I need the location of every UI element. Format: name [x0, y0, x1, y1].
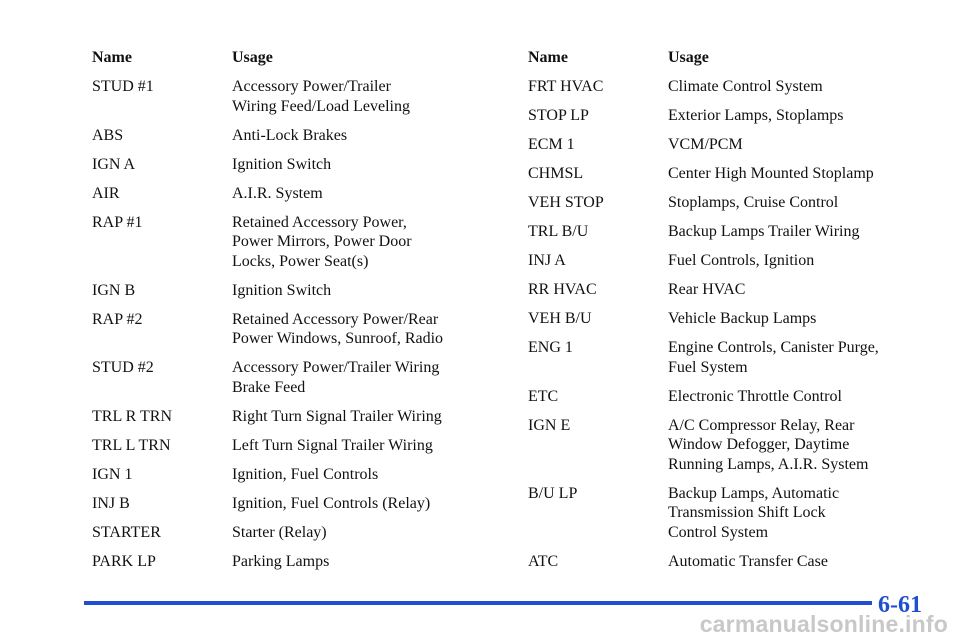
fuse-usage: Starter (Relay) — [232, 523, 327, 541]
fuse-usage: Left Turn Signal Trailer Wiring — [232, 436, 433, 454]
right-fuse-table — [528, 48, 928, 581]
footer-rule — [84, 601, 872, 605]
table-row — [92, 523, 482, 543]
table-row — [92, 77, 482, 116]
table-row — [528, 309, 928, 329]
fuse-usage: Engine Controls, Canister Purge, Fuel System — [668, 339, 879, 376]
table-row — [528, 164, 928, 184]
table-row — [92, 436, 482, 456]
fuse-name: CHMSL — [528, 165, 584, 182]
fuse-usage: Accessory Power/Trailer Wiring Feed/Load Leveling — [232, 78, 410, 115]
table-row — [528, 222, 928, 242]
table-row — [528, 77, 928, 97]
fuse-usage: Right Turn Signal Trailer Wiring — [232, 407, 442, 425]
fuse-usage: Anti-Lock Brakes — [232, 126, 348, 144]
fuse-usage: Exterior Lamps, Stoplamps — [668, 107, 844, 124]
watermark: carmanualsonline.info — [699, 611, 948, 637]
table-row — [528, 484, 928, 543]
fuse-usage: Backup Lamps, Automatic Transmission Shift Lock Control System — [668, 484, 840, 541]
table-row — [92, 465, 482, 485]
table-row — [92, 184, 482, 204]
fuse-usage: Center High Mounted Stoplamp — [668, 165, 874, 182]
fuse-name: ETC — [528, 387, 559, 405]
fuse-usage: Stoplamps, Cruise Control — [668, 194, 839, 211]
fuse-name: B/U LP — [528, 484, 578, 502]
fuse-name: VEH B/U — [528, 310, 592, 327]
fuse-name: INJ A — [528, 252, 566, 269]
fuse-usage: Retained Accessory Power/Rear Power Windows, Sunroof, Radio — [232, 310, 444, 347]
fuse-name: RAP #1 — [92, 213, 143, 231]
fuse-usage: Climate Control System — [668, 78, 823, 95]
table-row — [92, 407, 482, 427]
fuse-name: VEH STOP — [528, 194, 604, 211]
table-row — [528, 552, 928, 572]
table-row — [92, 155, 482, 175]
fuse-name: RR HVAC — [528, 281, 597, 298]
fuse-name: IGN A — [92, 155, 136, 173]
fuse-name: STUD #1 — [92, 78, 154, 95]
fuse-name: IGN E — [528, 416, 571, 434]
fuse-name: STUD #2 — [92, 359, 154, 376]
fuse-name: TRL R TRN — [92, 407, 173, 425]
fuse-usage: Fuel Controls, Ignition — [668, 252, 815, 269]
table-row — [528, 106, 928, 126]
right-usage-header: Usage — [668, 49, 709, 66]
left-usage-header: Usage — [232, 49, 273, 66]
table-row — [92, 494, 482, 514]
table-row — [528, 193, 928, 213]
left-table-body — [92, 77, 482, 571]
fuse-name: ENG 1 — [528, 339, 573, 356]
fuse-usage: Ignition, Fuel Controls (Relay) — [232, 494, 431, 512]
fuse-usage: Rear HVAC — [668, 281, 746, 298]
fuse-usage: Parking Lamps — [232, 552, 330, 570]
fuse-name: ECM 1 — [528, 136, 575, 153]
fuse-name: IGN B — [92, 281, 136, 299]
page-number: 6-61 — [878, 592, 922, 618]
fuse-usage: Ignition, Fuel Controls — [232, 465, 379, 483]
right-table-header — [528, 48, 928, 68]
table-row — [528, 387, 928, 407]
fuse-usage: Backup Lamps Trailer Wiring — [668, 223, 860, 240]
fuse-name: RAP #2 — [92, 310, 143, 328]
fuse-name: FRT HVAC — [528, 78, 604, 95]
fuse-name: STOP LP — [528, 107, 589, 124]
fuse-name: ATC — [528, 552, 559, 570]
table-row — [92, 310, 482, 349]
table-row — [528, 416, 928, 475]
fuse-usage: VCM/PCM — [668, 136, 743, 153]
table-row — [528, 280, 928, 300]
fuse-usage: A.I.R. System — [232, 184, 323, 202]
fuse-usage: Ignition Switch — [232, 155, 332, 173]
table-row — [92, 213, 482, 272]
fuse-usage: Retained Accessory Power, Power Mirrors, Power Door Locks, Power Seat(s) — [232, 213, 412, 270]
fuse-name: STARTER — [92, 523, 161, 541]
fuse-name: ABS — [92, 126, 124, 144]
fuse-name: PARK LP — [92, 552, 156, 570]
fuse-usage: Automatic Transfer Case — [668, 552, 828, 570]
fuse-usage: Electronic Throttle Control — [668, 387, 842, 405]
fuse-usage: A/C Compressor Relay, Rear Window Defogger, Daytime Running Lamps, A.I.R. System — [668, 416, 869, 473]
fuse-usage: Ignition Switch — [232, 281, 332, 299]
right-table-body — [528, 77, 928, 571]
left-fuse-table — [92, 48, 482, 581]
table-row — [528, 251, 928, 271]
table-row — [92, 358, 482, 397]
left-name-header: Name — [92, 49, 132, 66]
left-table-header — [92, 48, 482, 68]
fuse-usage: Accessory Power/Trailer Wiring Brake Feed — [232, 359, 440, 396]
right-name-header: Name — [528, 49, 568, 66]
table-row — [92, 126, 482, 146]
table-row — [528, 338, 928, 377]
fuse-name: AIR — [92, 184, 120, 202]
table-row — [92, 281, 482, 301]
fuse-name: IGN 1 — [92, 465, 133, 483]
table-row — [528, 135, 928, 155]
table-row — [92, 552, 482, 572]
fuse-usage: Vehicle Backup Lamps — [668, 310, 817, 327]
fuse-name: INJ B — [92, 494, 130, 512]
fuse-name: TRL L TRN — [92, 436, 171, 454]
fuse-name: TRL B/U — [528, 223, 589, 240]
